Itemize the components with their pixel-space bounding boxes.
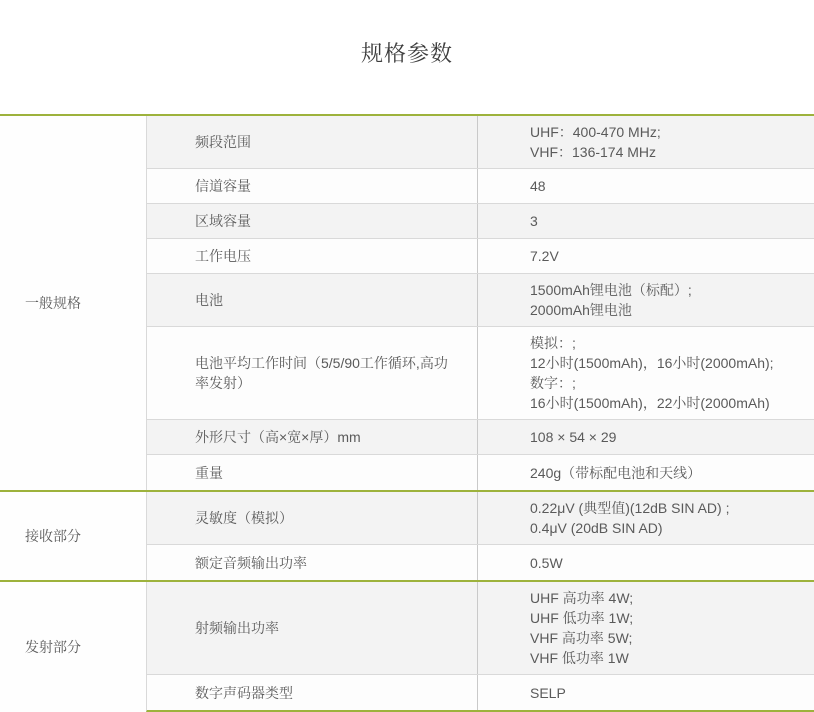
spec-value <box>477 675 814 710</box>
section-category-label: 一般规格 <box>0 116 146 490</box>
spec-value-line: UHF 低功率 1W; <box>530 610 634 626</box>
spec-table <box>0 114 814 712</box>
spec-row <box>147 116 814 169</box>
spec-value <box>477 545 814 580</box>
spec-value-line: 12小时(1500mAh)，16小时(2000mAh); <box>530 355 774 371</box>
spec-value-line: UHF：400-470 MHz; <box>530 124 661 140</box>
spec-value <box>477 169 814 203</box>
spec-name: 频段范围 <box>195 134 251 150</box>
spec-value-line: 1500mAh锂电池（标配）; <box>530 282 692 298</box>
spec-name: 电池平均工作时间（5/5/90工作循环,高功率发射） <box>195 355 448 391</box>
spec-section <box>0 116 814 492</box>
spec-value <box>477 116 814 168</box>
spec-value-line: VHF 低功率 1W <box>530 650 629 666</box>
spec-row <box>147 675 814 710</box>
spec-value <box>477 204 814 238</box>
spec-name: 工作电压 <box>195 248 251 264</box>
spec-value-line: VHF：136-174 MHz <box>530 144 657 160</box>
section-rows <box>146 116 814 490</box>
spec-value-line: 0.5W <box>530 554 563 571</box>
spec-section <box>0 582 814 712</box>
page-title: 规格参数 <box>360 40 453 66</box>
spec-value-line: 108 × 54 × 29 <box>530 429 617 445</box>
spec-name: 灵敏度（模拟） <box>195 510 293 526</box>
spec-value <box>477 420 814 454</box>
section-rows <box>146 492 814 580</box>
spec-name: 数字声码器类型 <box>195 684 293 701</box>
spec-value-line: 3 <box>530 213 538 229</box>
page-header <box>0 0 814 114</box>
section-category-label: 发射部分 <box>0 582 146 712</box>
spec-section <box>0 492 814 582</box>
spec-value <box>477 274 814 326</box>
spec-value-line: VHF 高功率 5W; <box>530 630 633 646</box>
spec-value-line: 0.4μV (20dB SIN AD) <box>530 520 663 536</box>
spec-name: 额定音频输出功率 <box>195 554 307 571</box>
spec-name: 射频输出功率 <box>195 620 279 636</box>
section-category-label: 接收部分 <box>0 492 146 580</box>
spec-row <box>147 420 814 455</box>
spec-value-line: 48 <box>530 178 546 194</box>
spec-value <box>477 239 814 273</box>
spec-row <box>147 327 814 420</box>
spec-value <box>477 492 814 544</box>
spec-row <box>147 169 814 204</box>
spec-row <box>147 492 814 545</box>
spec-row <box>147 545 814 580</box>
spec-row <box>147 455 814 490</box>
section-rows <box>146 582 814 712</box>
spec-value-line: 240g（带标配电池和天线） <box>530 464 702 481</box>
spec-value-line: UHF 高功率 4W; <box>530 590 634 606</box>
spec-row <box>147 274 814 327</box>
spec-name: 信道容量 <box>195 178 251 194</box>
spec-name: 区域容量 <box>195 213 251 229</box>
spec-value <box>477 582 814 674</box>
spec-value <box>477 327 814 419</box>
spec-value <box>477 455 814 490</box>
spec-value-line: 2000mAh锂电池 <box>530 302 632 318</box>
spec-row <box>147 582 814 675</box>
spec-value-line: SELP <box>530 684 566 701</box>
spec-name: 外形尺寸（高×宽×厚）mm <box>195 429 361 445</box>
spec-row <box>147 204 814 239</box>
spec-name: 电池 <box>195 292 223 308</box>
spec-value-line: 7.2V <box>530 248 559 264</box>
spec-value-line: 模拟：; <box>530 335 576 351</box>
spec-name: 重量 <box>195 464 223 481</box>
spec-value-line: 0.22μV (典型值)(12dB SIN AD) ; <box>530 500 730 516</box>
spec-value-line: 16小时(1500mAh)，22小时(2000mAh) <box>530 395 770 411</box>
spec-row <box>147 239 814 274</box>
spec-value-line: 数字：; <box>530 375 576 391</box>
